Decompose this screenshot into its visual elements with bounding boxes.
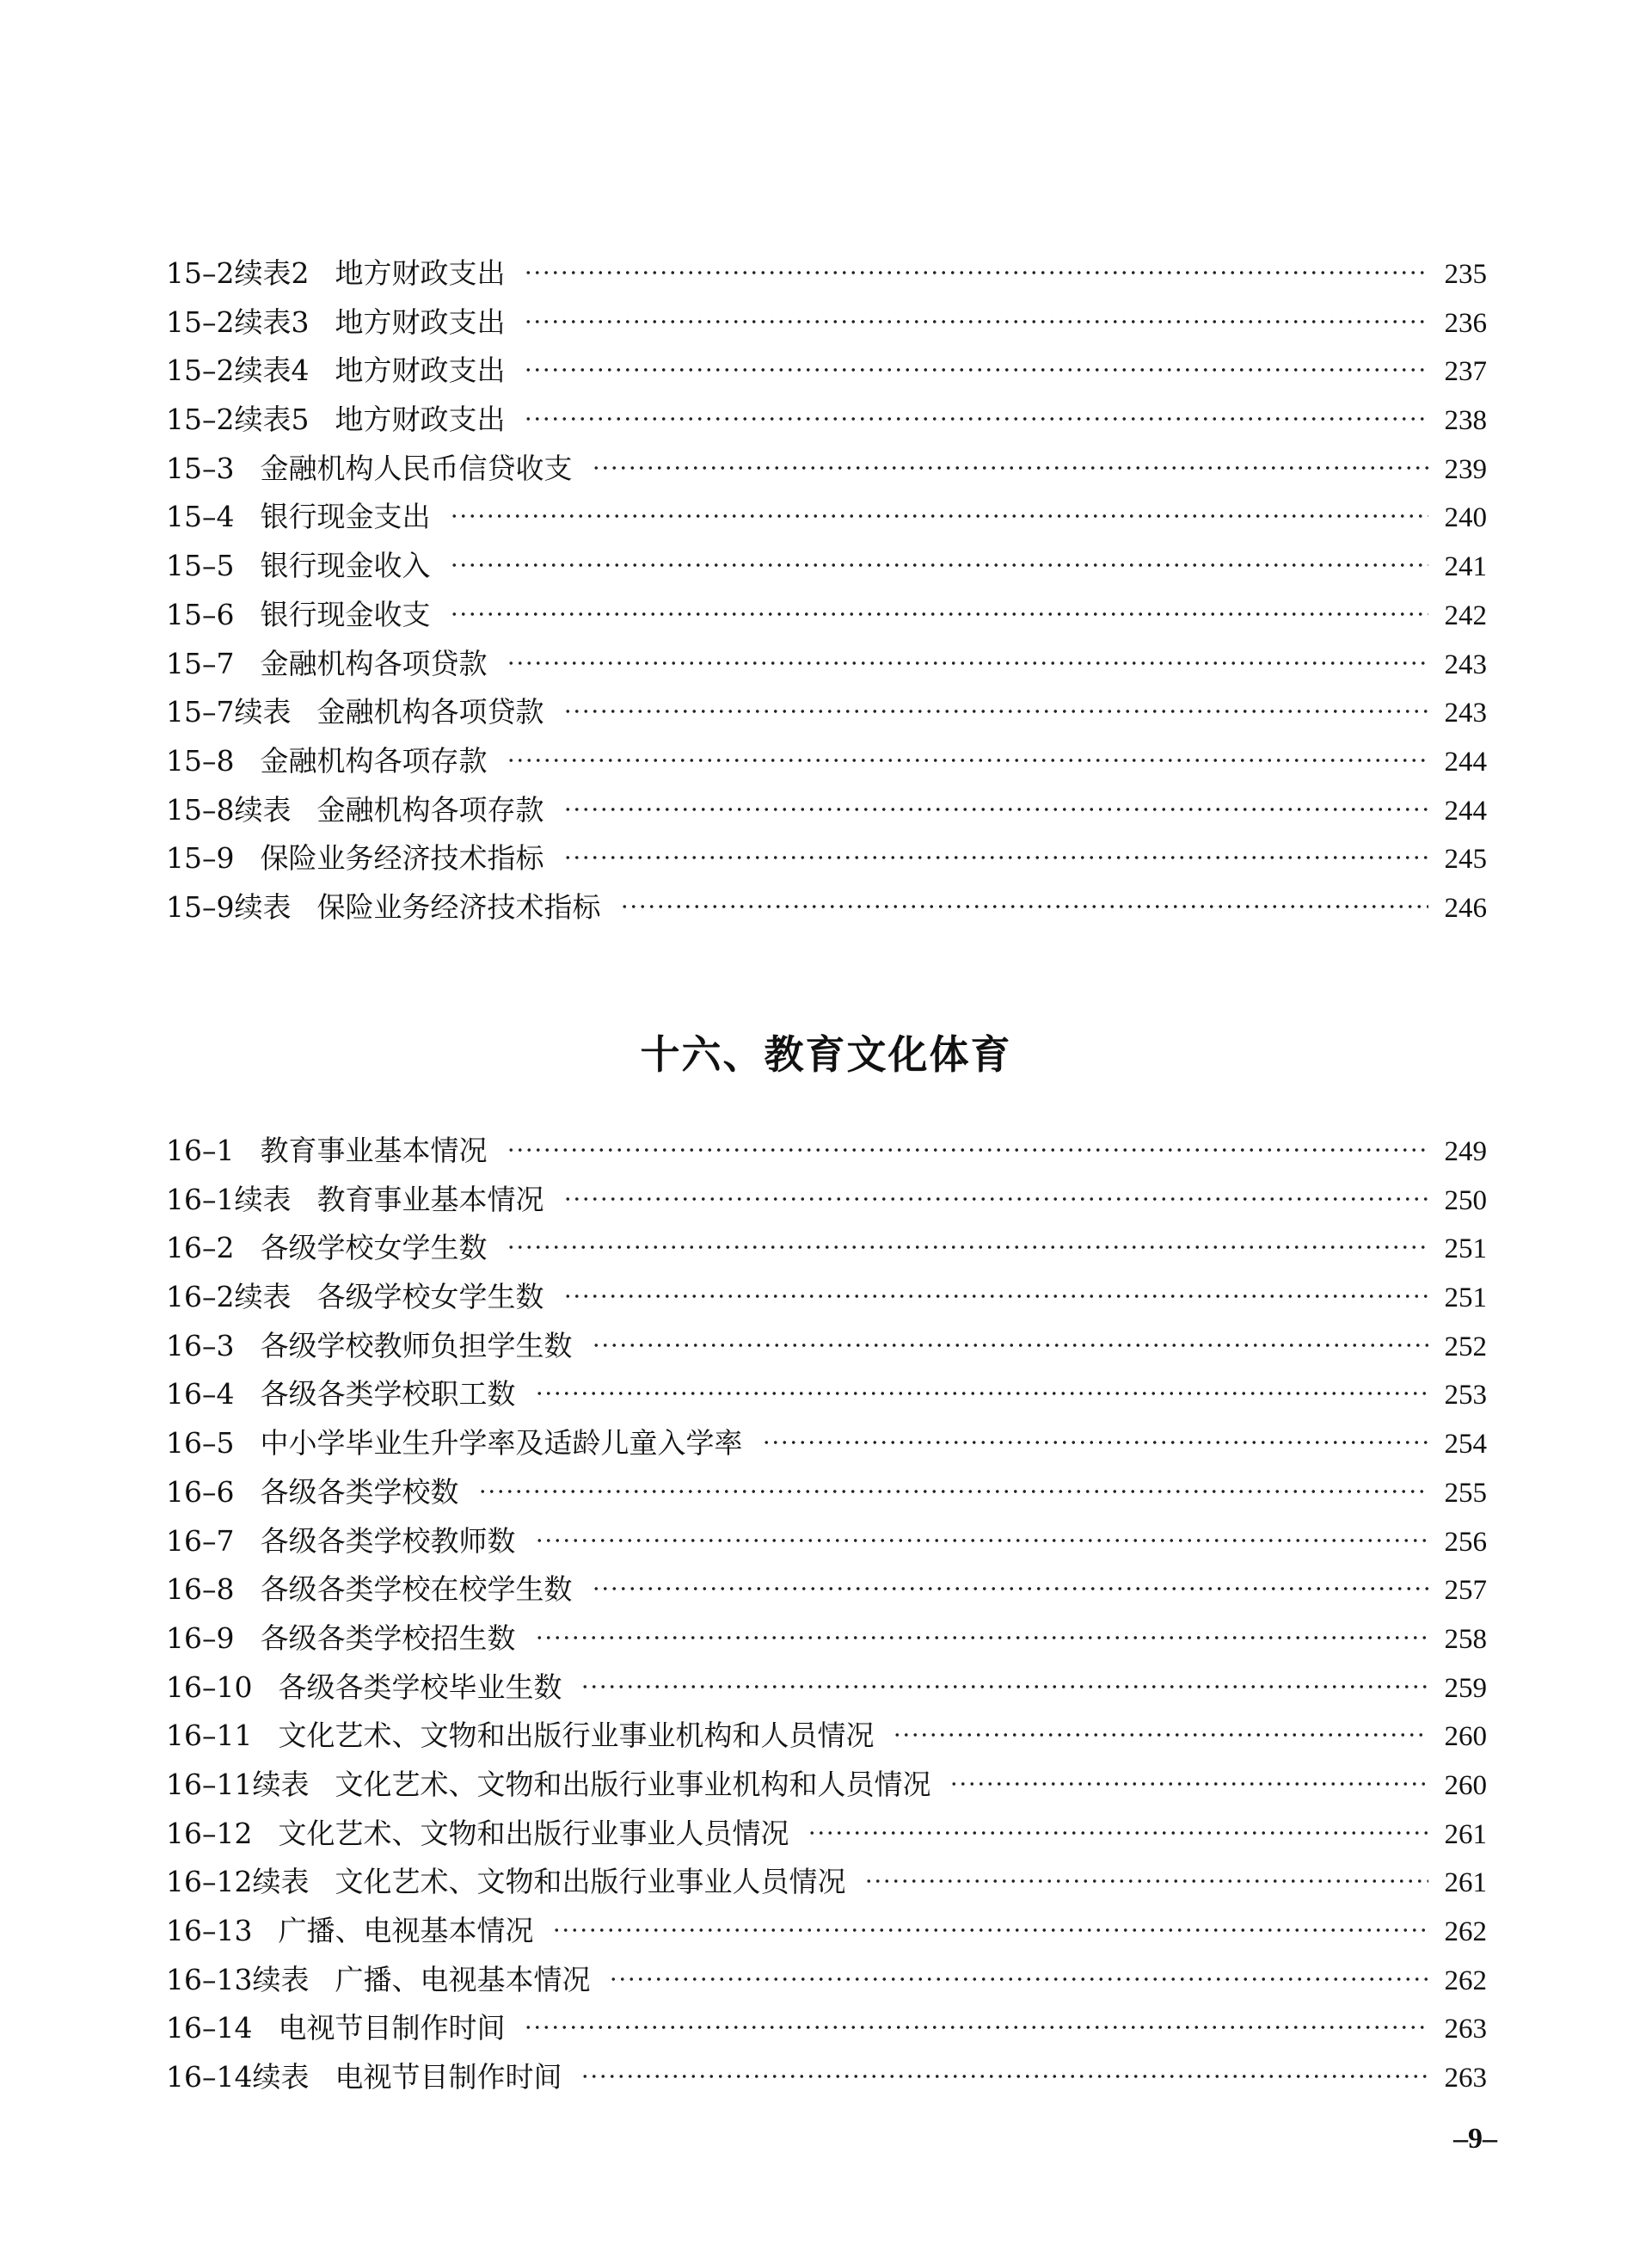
toc-entry-page: 262 bbox=[1444, 1916, 1487, 1947]
toc-entry[interactable] bbox=[166, 2004, 1487, 2053]
toc-entry-page: 250 bbox=[1444, 1184, 1487, 1216]
dot-leader bbox=[450, 612, 1429, 617]
toc-entry-page: 252 bbox=[1444, 1331, 1487, 1362]
toc-entry-number: 15–9续表 bbox=[166, 889, 292, 924]
toc-entry[interactable] bbox=[166, 1322, 1487, 1371]
dot-leader bbox=[864, 1879, 1428, 1884]
dot-leader bbox=[949, 1781, 1428, 1787]
dot-leader bbox=[563, 807, 1429, 812]
dot-leader bbox=[563, 1196, 1429, 1202]
toc-entry[interactable] bbox=[166, 396, 1487, 445]
toc-entry[interactable] bbox=[166, 688, 1487, 737]
toc-entry[interactable] bbox=[166, 737, 1487, 786]
toc-entry-page: 249 bbox=[1444, 1136, 1487, 1167]
toc-entry-number: 15–4 bbox=[166, 500, 235, 534]
dot-leader bbox=[762, 1440, 1429, 1445]
dot-leader bbox=[563, 1294, 1429, 1299]
toc-entry-title: 地方财政支出 bbox=[335, 256, 506, 290]
toc-entry-number: 16–12续表 bbox=[166, 1865, 310, 1899]
toc-entry-page: 243 bbox=[1444, 698, 1487, 729]
toc-entry-number: 16–11 bbox=[166, 1719, 253, 1753]
toc-entry-number: 16–14 bbox=[166, 2011, 253, 2045]
toc-entry[interactable] bbox=[166, 1127, 1487, 1176]
dot-leader bbox=[592, 1343, 1429, 1348]
dot-leader bbox=[450, 514, 1429, 519]
toc-entry[interactable] bbox=[166, 1419, 1487, 1468]
dot-leader bbox=[808, 1830, 1428, 1836]
toc-entry[interactable] bbox=[166, 1273, 1487, 1322]
toc-entry-page: 263 bbox=[1444, 2063, 1487, 2094]
toc-entry-page: 237 bbox=[1444, 356, 1487, 388]
toc-entry[interactable] bbox=[166, 1176, 1487, 1225]
toc-entry-title: 各级各类学校招生数 bbox=[260, 1620, 516, 1655]
toc-entry-title: 各级学校女学生数 bbox=[316, 1280, 544, 1314]
dot-leader bbox=[507, 758, 1429, 763]
toc-entry[interactable] bbox=[166, 1370, 1487, 1419]
toc-entry-title: 各级各类学校毕业生数 bbox=[278, 1670, 562, 1704]
toc-entry-page: 253 bbox=[1444, 1380, 1487, 1411]
toc-entry-number: 15–6 bbox=[166, 597, 235, 631]
dot-leader bbox=[478, 1489, 1429, 1494]
toc-entry-page: 244 bbox=[1444, 795, 1487, 827]
toc-entry[interactable] bbox=[166, 1956, 1487, 2005]
toc-entry[interactable] bbox=[166, 298, 1487, 347]
dot-leader bbox=[524, 2025, 1428, 2030]
toc-entry-title: 保险业务经济技术指标 bbox=[260, 841, 544, 876]
toc-entry-page: 243 bbox=[1444, 649, 1487, 680]
toc-entry-page: 236 bbox=[1444, 307, 1487, 339]
dot-leader bbox=[507, 661, 1429, 666]
toc-entry-title: 银行现金支出 bbox=[260, 500, 431, 534]
toc-entry-page: 258 bbox=[1444, 1623, 1487, 1655]
toc-entry-number: 16–4 bbox=[166, 1377, 235, 1411]
toc-entry-page: 251 bbox=[1444, 1282, 1487, 1314]
toc-entry[interactable] bbox=[166, 591, 1487, 640]
toc-entry-number: 15–3 bbox=[166, 451, 235, 485]
toc-entry[interactable] bbox=[166, 542, 1487, 591]
toc-entry-page: 260 bbox=[1444, 1721, 1487, 1753]
toc-entry-number: 15–2续表2 bbox=[166, 256, 310, 290]
toc-entry-page: 251 bbox=[1444, 1233, 1487, 1265]
toc-entry-number: 15–5 bbox=[166, 549, 235, 583]
toc-entry-page: 263 bbox=[1444, 2014, 1487, 2045]
toc-entry-page: 245 bbox=[1444, 844, 1487, 876]
toc-entry-title: 金融机构各项存款 bbox=[260, 743, 488, 778]
toc-entry-page: 254 bbox=[1444, 1429, 1487, 1461]
toc-entry-number: 16–2续表 bbox=[166, 1280, 292, 1314]
toc-entry-number: 16–7 bbox=[166, 1523, 235, 1558]
toc-entry-title: 教育事业基本情况 bbox=[316, 1182, 544, 1216]
toc-entry-title: 文化艺术、文物和出版行业事业人员情况 bbox=[335, 1865, 846, 1899]
toc-entry-number: 15–9 bbox=[166, 841, 235, 876]
dot-leader bbox=[535, 1538, 1429, 1543]
toc-entry-number: 16–13 bbox=[166, 1914, 253, 1947]
toc-entry-title: 各级各类学校教师数 bbox=[260, 1523, 516, 1558]
toc-entry[interactable] bbox=[166, 1810, 1487, 1859]
dot-leader bbox=[524, 367, 1428, 372]
toc-entry-title: 各级各类学校在校学生数 bbox=[260, 1572, 573, 1607]
toc-entry-title: 各级学校教师负担学生数 bbox=[260, 1328, 573, 1362]
section-heading-16: 十六、教育文化体育 bbox=[640, 1031, 1012, 1078]
toc-entry-number: 16–3 bbox=[166, 1328, 235, 1362]
dot-leader bbox=[580, 1684, 1428, 1689]
toc-entry-number: 16–8 bbox=[166, 1572, 235, 1607]
toc-entry[interactable] bbox=[166, 1565, 1487, 1614]
toc-entry-page: 244 bbox=[1444, 746, 1487, 778]
toc-entry-page: 240 bbox=[1444, 502, 1487, 534]
dot-leader bbox=[450, 563, 1429, 568]
toc-entry[interactable] bbox=[166, 1664, 1487, 1713]
toc-entry[interactable] bbox=[166, 1907, 1487, 1956]
dot-leader bbox=[563, 709, 1429, 714]
toc-section-16 bbox=[166, 1127, 1487, 2102]
toc-entry[interactable] bbox=[166, 1517, 1487, 1566]
dot-leader bbox=[524, 319, 1428, 324]
toc-entry[interactable] bbox=[166, 347, 1487, 396]
dot-leader bbox=[563, 855, 1429, 860]
toc-entry[interactable] bbox=[166, 834, 1487, 883]
toc-entry-page: 238 bbox=[1444, 405, 1487, 437]
toc-entry[interactable] bbox=[166, 883, 1487, 932]
toc-entry-title: 银行现金收支 bbox=[260, 597, 431, 631]
page-number: –9– bbox=[1453, 2123, 1497, 2155]
toc-entry[interactable] bbox=[166, 786, 1487, 835]
toc-entry-number: 15–2续表4 bbox=[166, 354, 310, 388]
toc-entry-title: 金融机构各项存款 bbox=[316, 792, 544, 827]
toc-entry-number: 16–14续表 bbox=[166, 2060, 310, 2094]
toc-entry-page: 235 bbox=[1444, 259, 1487, 290]
toc-entry-page: 242 bbox=[1444, 600, 1487, 631]
toc-entry-page: 259 bbox=[1444, 1672, 1487, 1704]
toc-entry-title: 金融机构人民币信贷收支 bbox=[260, 451, 573, 485]
toc-entry-number: 15–2续表3 bbox=[166, 304, 310, 339]
toc-entry-title: 保险业务经济技术指标 bbox=[316, 889, 601, 924]
toc-entry[interactable] bbox=[166, 445, 1487, 494]
toc-entry[interactable] bbox=[166, 1468, 1487, 1517]
toc-entry[interactable] bbox=[166, 493, 1487, 542]
toc-entry-page: 241 bbox=[1444, 551, 1487, 583]
toc-entry[interactable] bbox=[166, 640, 1487, 689]
toc-entry-title: 地方财政支出 bbox=[335, 304, 506, 339]
toc-entry[interactable] bbox=[166, 249, 1487, 298]
toc-entry-page: 262 bbox=[1444, 1965, 1487, 1996]
toc-entry-title: 银行现金收入 bbox=[260, 549, 431, 583]
toc-entry-number: 16–5 bbox=[166, 1426, 235, 1461]
dot-leader bbox=[535, 1635, 1429, 1640]
toc-entry-page: 261 bbox=[1444, 1867, 1487, 1899]
toc-entry-title: 各级各类学校职工数 bbox=[260, 1377, 516, 1411]
dot-leader bbox=[609, 1977, 1428, 1982]
dot-leader bbox=[580, 2074, 1428, 2079]
toc-entry-number: 15–8 bbox=[166, 743, 235, 778]
toc-entry-title: 电视节目制作时间 bbox=[278, 2011, 506, 2045]
toc-entry-number: 16–9 bbox=[166, 1620, 235, 1655]
toc-entry-number: 16–12 bbox=[166, 1816, 253, 1850]
toc-entry-title: 各级学校女学生数 bbox=[260, 1231, 488, 1265]
dot-leader bbox=[535, 1391, 1429, 1396]
dot-leader bbox=[507, 1245, 1429, 1250]
toc-entry-title: 金融机构各项贷款 bbox=[260, 646, 488, 680]
dot-leader bbox=[507, 1147, 1429, 1153]
toc-entry-title: 广播、电视基本情况 bbox=[335, 1962, 591, 1996]
toc-entry[interactable] bbox=[166, 1858, 1487, 1907]
toc-entry-title: 文化艺术、文物和出版行业事业机构和人员情况 bbox=[335, 1767, 931, 1801]
toc-entry-number: 15–7 bbox=[166, 646, 235, 680]
toc-entry[interactable] bbox=[166, 1712, 1487, 1761]
dot-leader bbox=[524, 416, 1428, 421]
toc-entry-number: 15–2续表5 bbox=[166, 403, 310, 437]
toc-entry-title: 地方财政支出 bbox=[335, 354, 506, 388]
toc-entry-title: 文化艺术、文物和出版行业事业机构和人员情况 bbox=[278, 1719, 875, 1753]
toc-entry-title: 文化艺术、文物和出版行业事业人员情况 bbox=[278, 1816, 789, 1850]
dot-leader bbox=[620, 904, 1429, 909]
toc-entry-number: 15–7续表 bbox=[166, 695, 292, 729]
toc-entry[interactable] bbox=[166, 1761, 1487, 1810]
dot-leader bbox=[592, 1586, 1429, 1591]
toc-entry-title: 金融机构各项贷款 bbox=[316, 695, 544, 729]
toc-entry[interactable] bbox=[166, 1224, 1487, 1273]
toc-entry-number: 15–8续表 bbox=[166, 792, 292, 827]
dot-leader bbox=[893, 1732, 1428, 1737]
toc-entry-title: 地方财政支出 bbox=[335, 403, 506, 437]
dot-leader bbox=[552, 1928, 1428, 1933]
toc-entry-page: 255 bbox=[1444, 1477, 1487, 1509]
toc-entry-number: 16–1续表 bbox=[166, 1182, 292, 1216]
dot-leader bbox=[524, 270, 1428, 275]
dot-leader bbox=[592, 465, 1429, 470]
toc-entry-title: 教育事业基本情况 bbox=[260, 1134, 488, 1167]
toc-entry-title: 中小学毕业生升学率及适龄儿童入学率 bbox=[260, 1426, 743, 1461]
toc-entry-page: 261 bbox=[1444, 1818, 1487, 1850]
toc-entry-page: 257 bbox=[1444, 1575, 1487, 1607]
toc-entry[interactable] bbox=[166, 1614, 1487, 1664]
toc-entry-number: 16–6 bbox=[166, 1474, 235, 1509]
toc-entry-page: 256 bbox=[1444, 1526, 1487, 1558]
toc-entry-title: 广播、电视基本情况 bbox=[278, 1914, 534, 1947]
toc-entry-number: 16–13续表 bbox=[166, 1962, 310, 1996]
toc-entry-page: 239 bbox=[1444, 453, 1487, 485]
toc-entry-title: 各级各类学校数 bbox=[260, 1474, 459, 1509]
toc-entry-page: 246 bbox=[1444, 892, 1487, 924]
toc-entry-page: 260 bbox=[1444, 1769, 1487, 1801]
toc-entry-number: 16–10 bbox=[166, 1670, 253, 1704]
toc-section-15 bbox=[166, 249, 1487, 932]
toc-entry[interactable] bbox=[166, 2053, 1487, 2102]
toc-entry-number: 16–2 bbox=[166, 1231, 235, 1265]
toc-entry-number: 16–11续表 bbox=[166, 1767, 310, 1801]
toc-entry-title: 电视节目制作时间 bbox=[335, 2060, 562, 2094]
toc-entry-number: 16–1 bbox=[166, 1134, 235, 1167]
